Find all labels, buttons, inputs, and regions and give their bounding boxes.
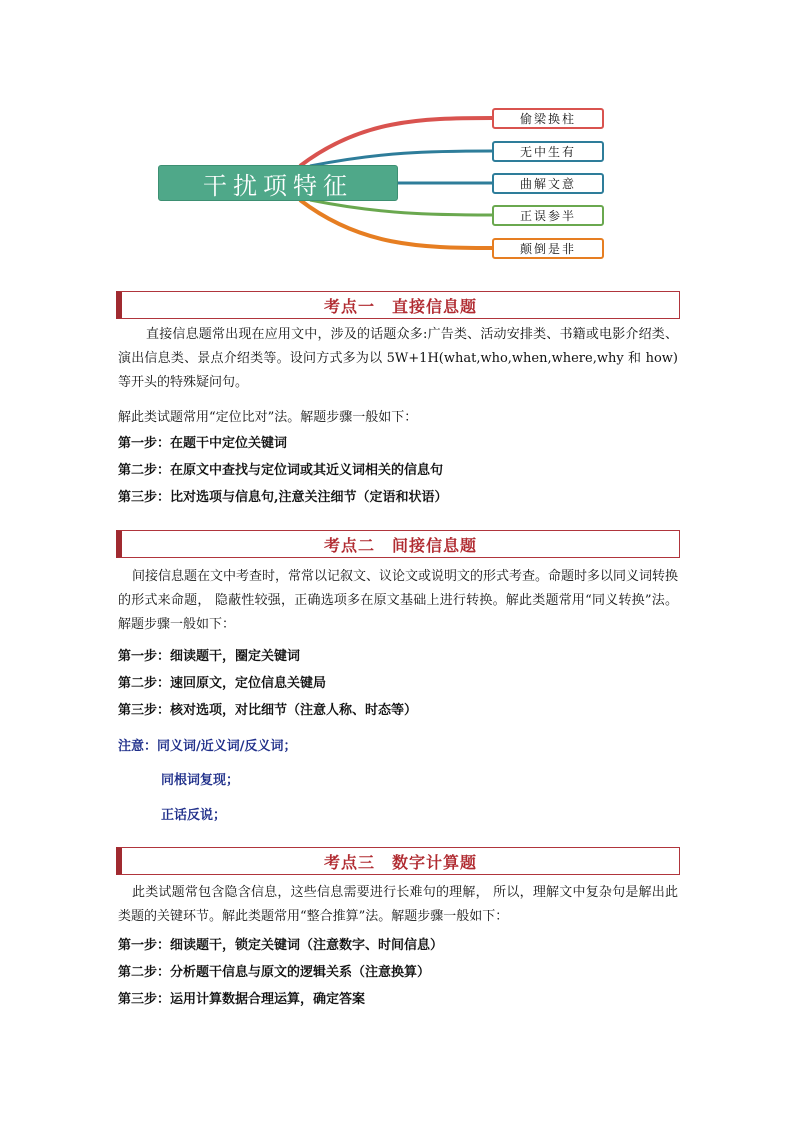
mindmap-center-node: 干扰项特征 (158, 165, 398, 201)
leaf-label: 偷梁换柱 (519, 112, 576, 126)
leaf-label: 正误参半 (519, 209, 576, 223)
connector-5 (300, 200, 492, 248)
connector-4 (310, 200, 492, 215)
note-line: 注意：同义词/近义词/反义词； (118, 739, 297, 754)
step-line: 第三步：比对选项与信息句,注意关注细节（定语和状语） (118, 490, 448, 505)
step-line: 第二步：分析题干信息与原文的逻辑关系（注意换算） (118, 965, 431, 980)
step-line: 第一步：细读题干，锁定关键词（注意数字、时间信息） (118, 938, 444, 953)
method-line: 解此类试题常用“定位比对”法。解题步骤一般如下： (118, 410, 418, 425)
step-line: 第一步：在题干中定位关键词 (118, 436, 288, 451)
section-header-2 (116, 530, 680, 558)
mindmap-leaf-1 (492, 108, 604, 129)
step-line: 第一步：细读题干，圈定关键词 (118, 649, 301, 664)
mindmap-leaf-3 (492, 173, 604, 194)
step-line: 第三步：核对选项，对比细节（注意人称、时态等） (118, 703, 418, 718)
section-header-1 (116, 291, 680, 319)
step-line: 第二步：速回原文，定位信息关键局 (118, 676, 327, 691)
connector-1 (300, 118, 492, 166)
mindmap-leaf-4 (492, 205, 604, 226)
section-header-3 (116, 847, 680, 875)
section-title: 考点三 数字计算题 (323, 852, 477, 872)
mindmap-leaf-5 (492, 238, 604, 259)
section-intro: 此类试题常包含隐含信息，这些信息需要进行长难句的理解， 所以，理解文中复杂句是解出此类题的关键环节。解此类题常用“整合推算”法。解题步骤一般如下： (118, 885, 678, 924)
mindmap-diagram (150, 100, 620, 265)
note-line: 正话反说； (161, 808, 227, 823)
leaf-label: 颠倒是非 (519, 242, 576, 256)
section-title: 考点一 直接信息题 (323, 296, 477, 316)
section-title: 考点二 间接信息题 (323, 535, 477, 555)
section-intro: 直接信息题常出现在应用文中，涉及的话题众多:广告类、活动安排类、书籍或电影介绍类、演出信息类、景点介绍类等。设问方式多为以 5W+1H(what,who,when,where,why 和 how)等开头的特殊疑问句。 (118, 327, 678, 390)
leaf-label: 曲解文意 (519, 177, 576, 191)
leaf-label: 无中生有 (519, 145, 576, 159)
step-line: 第三步：运用计算数据合理运算，确定答案 (118, 992, 366, 1007)
connector-2 (310, 151, 492, 166)
mindmap-leaf-2 (492, 141, 604, 162)
note-line: 同根词复现； (161, 773, 240, 788)
step-line: 第二步：在原文中查找与定位词或其近义词相关的信息句 (118, 463, 444, 478)
section-intro: 间接信息题在文中考查时，常常以记叙文、议论文或说明文的形式考查。命题时多以同义词转换的形式来命题， 隐蔽性较强，正确选项多在原文基础上进行转换。解此类题常用“同义转换”法。解题步骤一般如下： (118, 569, 679, 632)
